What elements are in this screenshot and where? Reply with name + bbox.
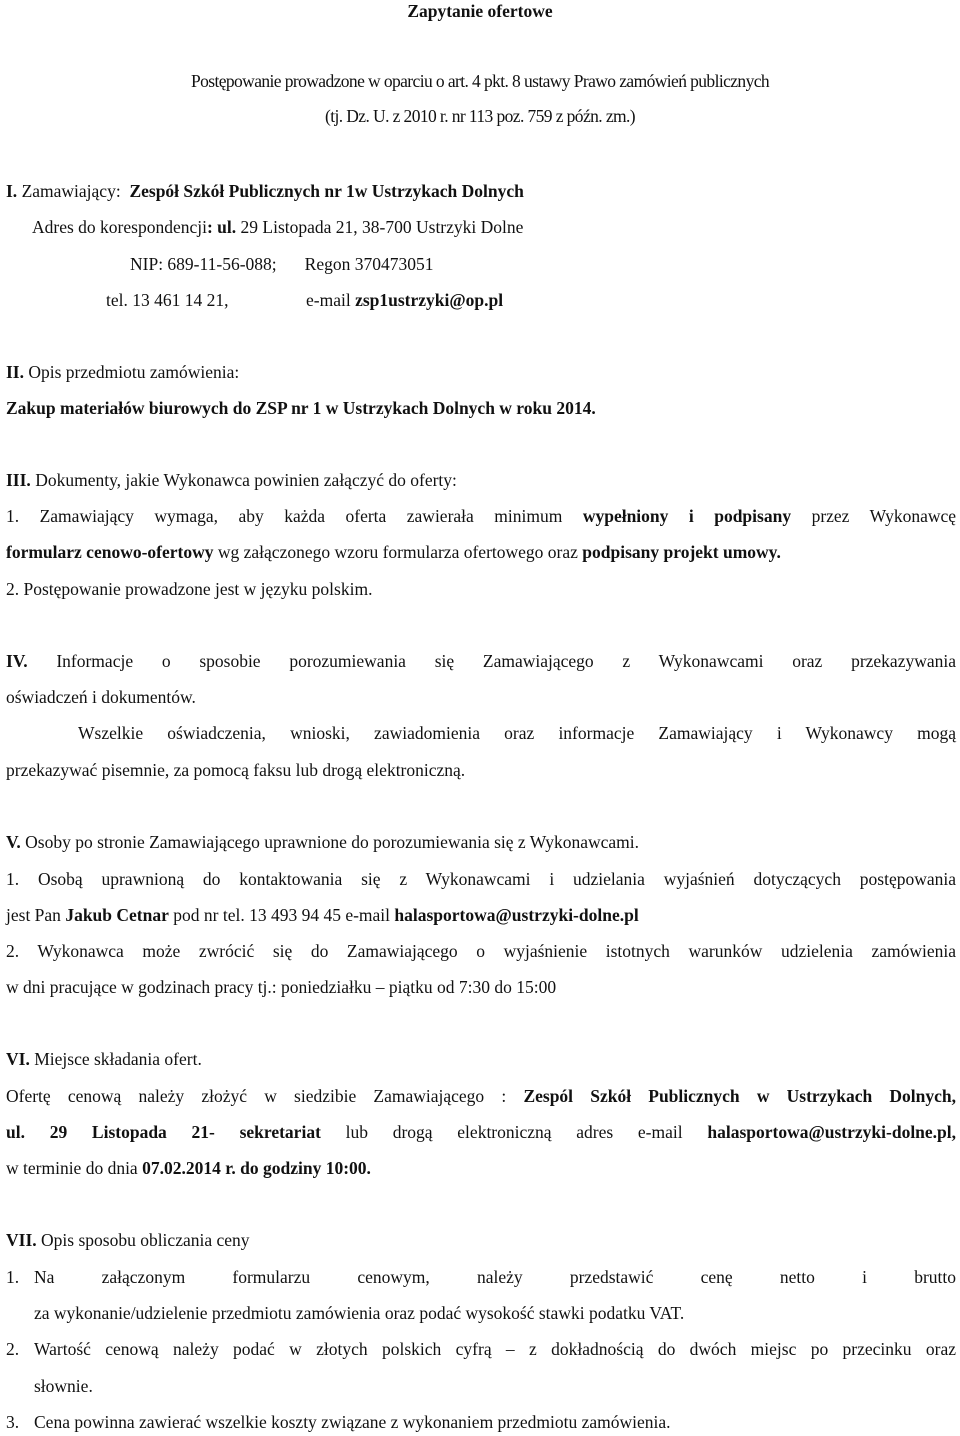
section-5-point-1-line2: jest Pan Jakub Cetnar pod nr tel. 13 493 94 45 e-mail halasportowa@ustrzyki-dolne.pl	[6, 905, 639, 925]
section-7-item-2-line1: Wartość cenową należy podać w złotych polskich cyfrą – z dokładnością do dwóch miejsc po przecinku oraz	[34, 1339, 956, 1359]
section-1-email: e-mail zsp1ustrzyki@op.pl	[306, 290, 504, 310]
section-7-item-1-line1: Na załączonym formularzu cenowym, należy przedstawić cenę netto i brutto	[34, 1267, 956, 1287]
section-5-point-2-line1: 2. Wykonawca może zwrócić się do Zamawiającego o wyjaśnienie istotnych warunków udzielenia zamówienia	[6, 941, 956, 961]
section-7-item-2-number: 2.	[6, 1339, 20, 1359]
section-5-point-2-line2: w dni pracujące w godzinach pracy tj.: poniedziałku – piątku od 7:30 do 15:00	[6, 977, 557, 997]
section-6-line2: ul. 29 Listopada 21- sekretariat lub drogą elektroniczną adres e-mail halasportowa@ustrzyki-dolne.pl,	[6, 1122, 957, 1142]
section-5-heading: V. Osoby po stronie Zamawiającego uprawnione do porozumiewania się z Wykonawcami.	[6, 832, 639, 852]
section-1-address: Adres do korespondencji: ul. 29 Listopada 21, 38-700 Ustrzyki Dolne	[32, 217, 524, 237]
legal-basis-line2: (tj. Dz. U. z 2010 r. nr 113 poz. 759 z późn. zm.)	[324, 106, 636, 126]
section-1-contact: tel. 13 461 14 21,	[106, 290, 229, 310]
section-7-item-1-number: 1.	[6, 1267, 20, 1287]
legal-basis-line1: Postępowanie prowadzone w oparciu o art. 4 pkt. 8 ustawy Prawo zamówień publicznych	[190, 71, 770, 91]
section-1-nip-regon: NIP: 689-11-56-088; Regon 370473051	[130, 254, 434, 274]
section-7-item-3-number: 3.	[6, 1412, 20, 1432]
section-5-point-1-line1: 1. Osobą uprawnioną do kontaktowania się z Wykonawcami i udzielania wyjaśnień dotyczących postępowania	[6, 869, 956, 889]
section-2-heading: II. Opis przedmiotu zamówienia:	[6, 362, 240, 382]
section-6-heading: VI. Miejsce składania ofert.	[6, 1049, 202, 1069]
section-7-item-3-line1: Cena powinna zawierać wszelkie koszty związane z wykonaniem przedmiotu zamówienia.	[34, 1412, 671, 1432]
section-7-item-2-line2: słownie.	[34, 1376, 93, 1396]
section-1-heading: I. Zamawiający: Zespół Szkół Publicznych nr 1w Ustrzykach Dolnych	[6, 181, 524, 201]
section-4-line2: oświadczeń i dokumentów.	[6, 687, 196, 707]
section-4-heading: IV. Informacje o sposobie porozumiewania się Zamawiającego z Wykonawcami oraz przekazywania	[6, 651, 956, 671]
section-3-point-1-line2: formularz cenowo-ofertowy wg załączonego wzoru formularza ofertowego oraz podpisany projekt umowy.	[6, 542, 781, 562]
document-title: Zapytanie ofertowe	[407, 1, 553, 21]
section-4-line3: Wszelkie oświadczenia, wnioski, zawiadomienia oraz informacje Zamawiający i Wykonawcy mogą	[78, 723, 956, 743]
section-3-point-1-line1: 1. Zamawiający wymaga, aby każda oferta zawierała minimum wypełniony i podpisany przez Wykonawcę	[6, 506, 957, 526]
section-7-heading: VII. Opis sposobu obliczania ceny	[6, 1230, 250, 1250]
section-7-item-1-line2: za wykonanie/udzielenie przedmiotu zamówienia oraz podać wysokość stawki podatku VAT.	[34, 1303, 685, 1323]
section-6-line3: w terminie do dnia 07.02.2014 r. do godziny 10:00.	[6, 1158, 371, 1178]
section-2-subject: Zakup materiałów biurowych do ZSP nr 1 w Ustrzykach Dolnych w roku 2014.	[6, 398, 596, 418]
section-3-point-2: 2. Postępowanie prowadzone jest w języku polskim.	[6, 579, 373, 599]
section-4-line4: przekazywać pisemnie, za pomocą faksu lub drogą elektroniczną.	[6, 760, 466, 780]
section-3-heading: III. Dokumenty, jakie Wykonawca powinien załączyć do oferty:	[6, 470, 457, 490]
section-6-line1: Ofertę cenową należy złożyć w siedzibie Zamawiającego : Zespól Szkół Publicznych w Ustrzykach Dolnych,	[6, 1086, 956, 1106]
